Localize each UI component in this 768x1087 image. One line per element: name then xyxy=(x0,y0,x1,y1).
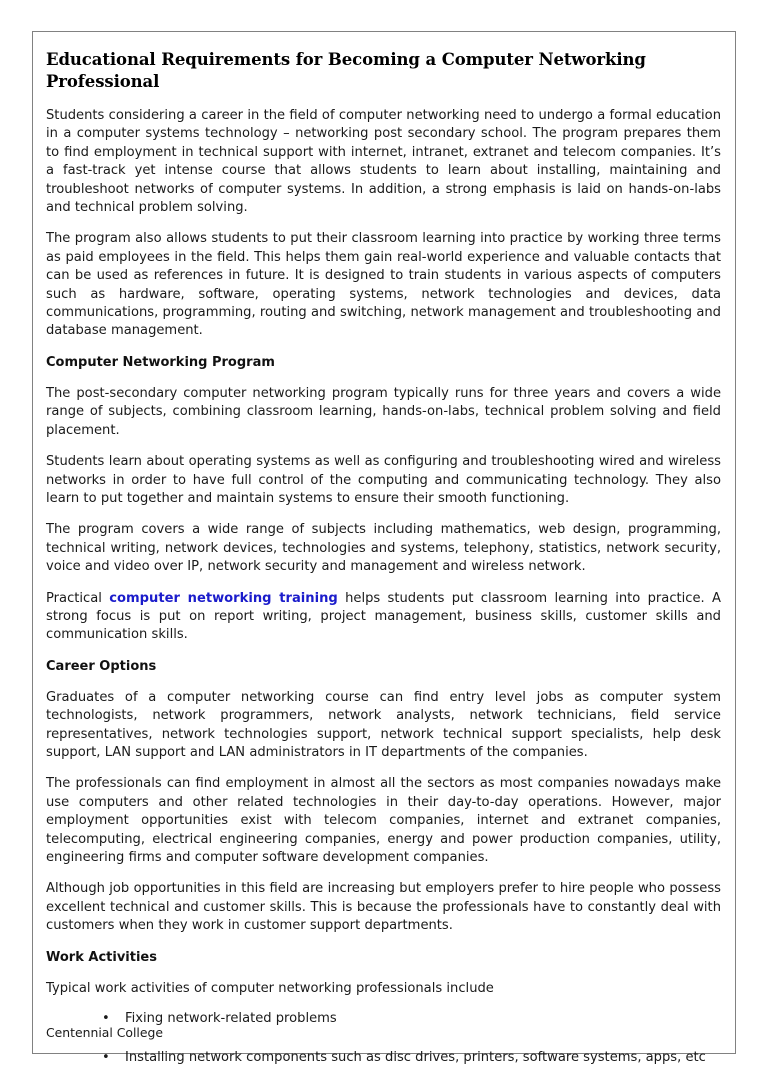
intro-paragraph-2: The program also allows students to put their classroom learning into practice by working three terms as paid employees in the field. This helps them gain real-world experience and valuable contacts that can be used as references in future. It is designed to train students in various aspects of computers such as hardware, software, operating systems, network technologies and devices, data communications, programming, routing and switching, network management and troubleshooting and database management. xyxy=(46,231,721,339)
list-item xyxy=(46,1049,721,1067)
computer-networking-training-link[interactable]: computer networking training xyxy=(109,590,338,606)
document-content xyxy=(33,32,735,1068)
intro-paragraph-1: Students considering a career in the field of computer networking need to undergo a formal education in a computer systems technology – networking post secondary school. The program prepares them to find employment in technical support with internet, intranet, extranet and telecom companies. It’s a fast-track yet intense course that allows students to learn about installing, maintaining and troubleshoot networks of computer systems. In addition, a strong emphasis is laid on hands-on-labs and technical problem solving. xyxy=(46,108,721,216)
bullet-icon: • xyxy=(102,1050,110,1066)
bullet-icon: • xyxy=(102,1011,110,1027)
career-paragraph-2: The professionals can find employment in almost all the sectors as most companies nowadays make use computers and other related technologies in their day-to-day operations. However, major employment opportunities exist with telecom companies, internet and extranet companies, telecomputing, electrical engineering companies, energy and power production companies, utility, engineering firms and computer software development companies. xyxy=(46,776,721,865)
document-sheet xyxy=(32,31,736,1066)
career-paragraph-1: Graduates of a computer networking course can find entry level jobs as computer system technologists, network programmers, network analysts, network technicians, field service representatives, network technologies support, network technical support specialists, help desk support, LAN support and LAN administrators in IT departments of the companies. xyxy=(46,689,721,760)
program-paragraph-4 xyxy=(46,590,721,645)
section-heading-work-activities: Work Activities xyxy=(46,949,157,965)
page-footer: Centennial College xyxy=(46,1025,163,1040)
section-heading-program: Computer Networking Program xyxy=(46,354,275,370)
page-title: Educational Requirements for Becoming a Computer Networking Professional xyxy=(46,50,646,91)
work-activities-intro: Typical work activities of computer networking professionals include xyxy=(46,980,494,996)
program-paragraph-1: The post-secondary computer networking program typically runs for three years and covers a wide range of subjects, combining classroom learning, hands-on-labs, technical problem solving and field placement. xyxy=(46,385,721,438)
list-item-label: Fixing network-related problems xyxy=(125,1011,337,1027)
section-heading-career-options: Career Options xyxy=(46,658,157,674)
program-paragraph-4-lead-text: Practical xyxy=(46,590,110,606)
career-paragraph-3: Although job opportunities in this field are increasing but employers prefer to hire people who possess excellent technical and customer skills. This is because the professionals have to constantly deal with customers when they work in customer support departments. xyxy=(46,881,721,934)
list-item-label: Installing network components such as disc drives, printers, software systems, apps, etc xyxy=(125,1050,706,1066)
program-paragraph-2: Students learn about operating systems as well as configuring and troubleshooting wired and wireless networks in order to have full control of the computing and communicating technology. They also learn to put together and maintain systems to ensure their smooth functioning. xyxy=(46,454,721,506)
program-paragraph-4-trail-text: helps students put classroom learning into practice. A strong focus is put on report writing, project management, business skills, customer skills and communication skills. xyxy=(46,590,721,643)
program-paragraph-3: The program covers a wide range of subjects including mathematics, web design, programming, technical writing, network devices, technologies and systems, telephony, statistics, network security, voice and video over IP, network security and management and wireless network. xyxy=(46,522,721,575)
